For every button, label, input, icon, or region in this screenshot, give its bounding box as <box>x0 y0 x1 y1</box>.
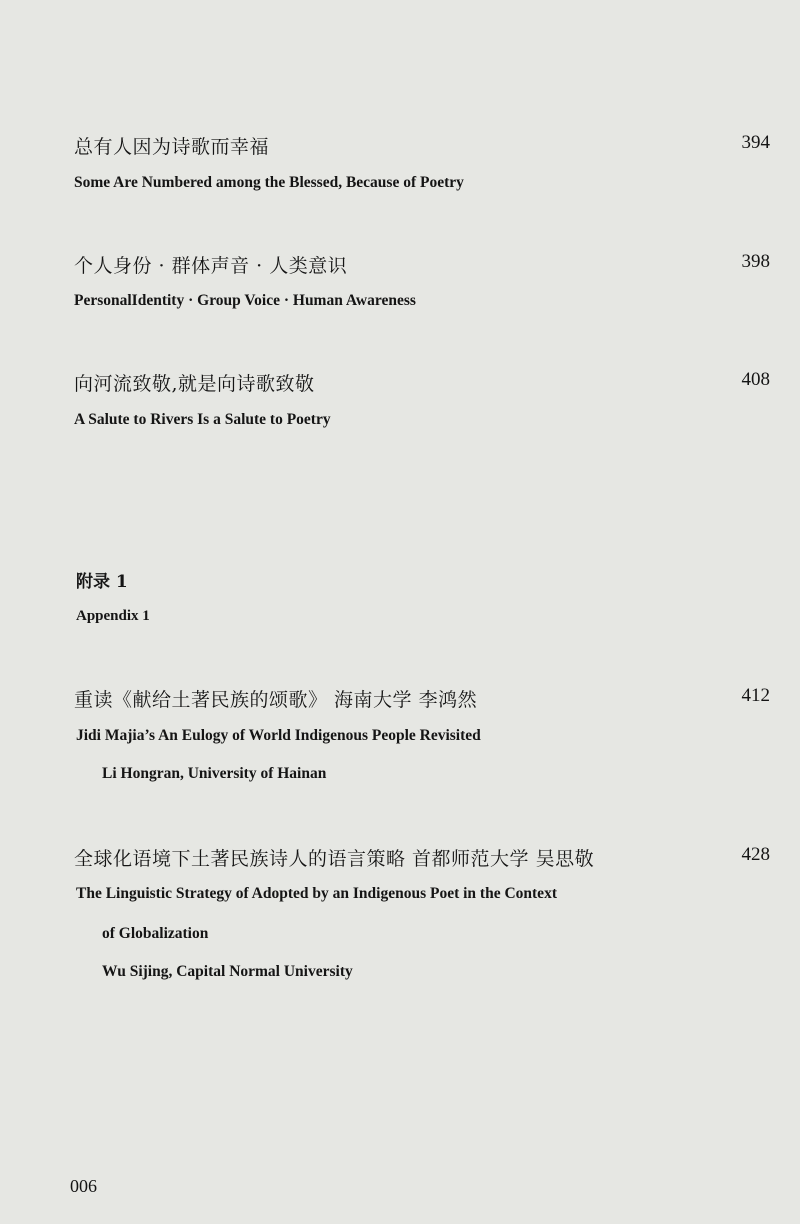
entry-2-title-zh: 个人身份 · 群体声音 · 人类意识 <box>74 255 348 277</box>
appendix-item-1-title-en: Jidi Majia’s An Eulogy of World Indigenous People Revisited <box>76 727 481 744</box>
appendix-item-1-author-en <box>76 765 326 783</box>
appendix-item-2-page: 428 <box>741 844 770 865</box>
entry-1-title-en: Some Are Numbered among the Blessed, Because of Poetry <box>74 174 464 191</box>
appendix-item-2-title-en-cont: of Globalization <box>102 925 209 942</box>
entry-3-page: 408 <box>741 369 770 390</box>
appendix-item-2-title-zh: 全球化语境下土著民族诗人的语言策略 首都师范大学 吴思敬 <box>74 848 595 870</box>
appendix-item-1-title-zh: 重读《献给土著民族的颂歌》 海南大学 李鸿然 <box>74 689 478 711</box>
appendix-item-2-author: Wu Sijing, Capital Normal University <box>102 963 353 980</box>
appendix-item-1-author: Li Hongran, University of Hainan <box>102 765 327 782</box>
entry-1-title-zh: 总有人因为诗歌而幸福 <box>74 136 270 158</box>
appendix-item-1-page: 412 <box>741 685 770 706</box>
entry-1-page: 394 <box>741 132 770 153</box>
appendix-heading-zh: 附录 1 <box>76 572 128 592</box>
entry-2-page: 398 <box>741 251 770 272</box>
appendix-item-2-title-en-line2 <box>76 925 208 943</box>
page-number: 006 <box>70 1176 97 1196</box>
appendix-item-2-title-en-line1: The Linguistic Strategy of Adopted by an Indigenous Poet in the Context <box>76 885 557 902</box>
entry-2-title-en: PersonalIdentity · Group Voice · Human Awareness <box>74 292 416 309</box>
entry-3-title-en: A Salute to Rivers Is a Salute to Poetry <box>74 411 331 428</box>
entry-3-title-zh: 向河流致敬,就是向诗歌致敬 <box>74 373 315 395</box>
appendix-item-2-author-en <box>76 963 353 981</box>
appendix-heading-en: Appendix 1 <box>76 608 150 624</box>
